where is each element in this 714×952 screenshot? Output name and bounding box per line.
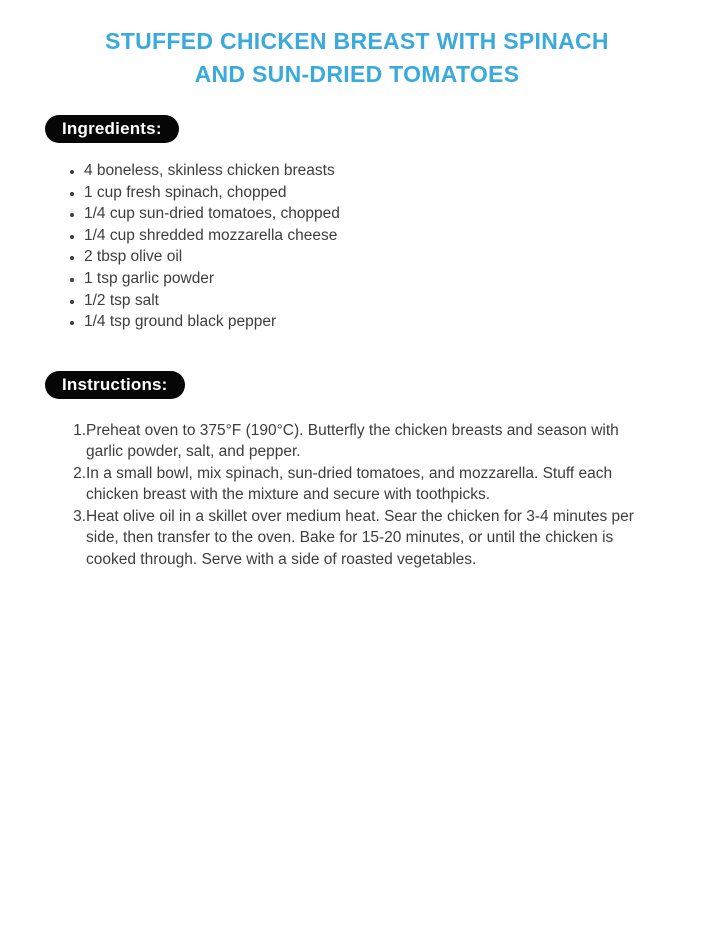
- ingredient-item: • 1 cup fresh spinach, chopped: [84, 182, 654, 204]
- ingredient-item: • 1/4 tsp ground black pepper: [84, 311, 654, 333]
- recipe-title-line-2: AND SUN-DRIED TOMATOES: [194, 61, 520, 87]
- ingredient-item: • 1/4 cup sun-dried tomatoes, chopped: [84, 203, 654, 225]
- instructions-heading: Instructions:: [45, 371, 185, 399]
- ingredients-heading: Ingredients:: [45, 115, 179, 143]
- ingredients-list: [0, 160, 714, 333]
- instructions-list: [0, 420, 714, 571]
- ingredient-item: • 1 tsp garlic powder: [84, 268, 654, 290]
- ingredients-section: [0, 115, 714, 333]
- ingredient-item: • 2 tbsp olive oil: [84, 246, 654, 268]
- instruction-step: 3. Heat olive oil in a skillet over medium heat. Sear the chicken for 3-4 minutes per side, then transfer to the oven. Bake for 15-20 minutes, or until the chicken is cooked through. Serve with a side of roasted vegetables.: [86, 506, 652, 571]
- instruction-step: 1. Preheat oven to 375°F (190°C). Butterfly the chicken breasts and season with garlic powder, salt, and pepper.: [86, 420, 652, 463]
- instructions-section: [0, 371, 714, 571]
- ingredient-item: • 4 boneless, skinless chicken breasts: [84, 160, 654, 182]
- ingredient-item: • 1/4 cup shredded mozzarella cheese: [84, 225, 654, 247]
- ingredient-item: • 1/2 tsp salt: [84, 290, 654, 312]
- recipe-title: [0, 25, 714, 91]
- instruction-step: 2. In a small bowl, mix spinach, sun-dried tomatoes, and mozzarella. Stuff each chicken breast with the mixture and secure with toothpicks.: [86, 463, 652, 506]
- recipe-title-line-1: STUFFED CHICKEN BREAST WITH SPINACH: [105, 28, 609, 54]
